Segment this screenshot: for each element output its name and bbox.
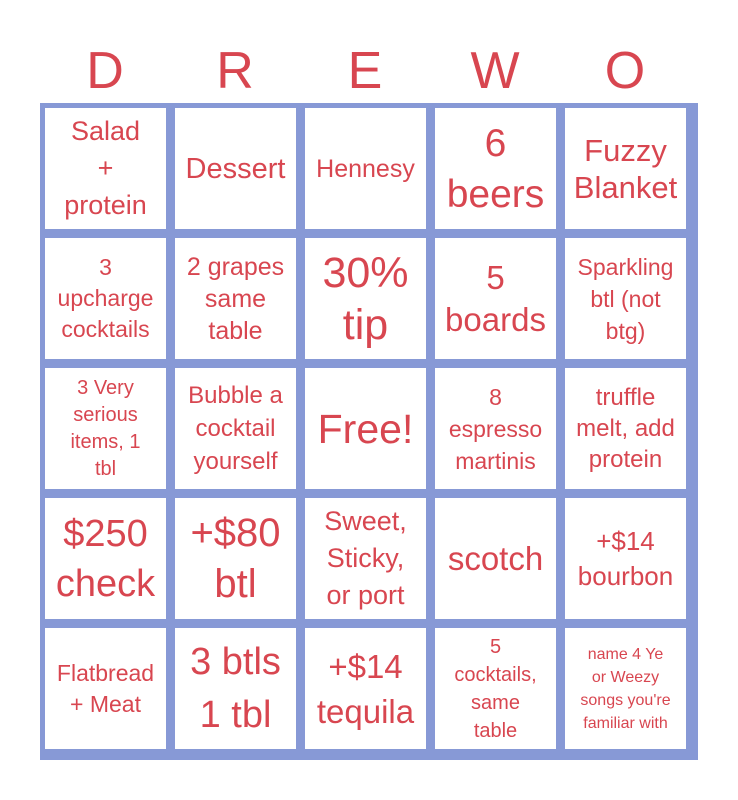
bingo-cell[interactable] (435, 108, 556, 229)
bingo-cell[interactable] (565, 368, 686, 489)
bingo-cell-text: 6 beers (446, 121, 545, 216)
bingo-cell[interactable] (305, 628, 426, 749)
bingo-cell-text: Sweet, Sticky, or port (324, 506, 407, 610)
bingo-cell-text: $250 check (55, 512, 156, 605)
bingo-cell-text: +$14 bourbon (577, 525, 674, 591)
bingo-cell[interactable] (305, 498, 426, 619)
bingo-cell[interactable] (435, 238, 556, 359)
header-letter-d: D (86, 42, 124, 100)
bingo-cell[interactable] (175, 368, 296, 489)
bingo-cell-text: 8 espresso martinis (448, 383, 543, 474)
bingo-cell-text: 5 cocktails, same table (454, 635, 537, 742)
header-letter-o: O (604, 42, 646, 100)
bingo-cell[interactable] (45, 108, 166, 229)
bingo-cell[interactable] (435, 368, 556, 489)
bingo-cell-text: Dessert (185, 152, 286, 185)
bingo-cell-text: scotch (447, 539, 544, 577)
bingo-cell[interactable] (175, 498, 296, 619)
bingo-cell[interactable] (565, 108, 686, 229)
header-letter-w: W (470, 42, 520, 100)
bingo-cell[interactable] (45, 238, 166, 359)
bingo-cell-text: Fuzzy Blanket (573, 132, 678, 205)
bingo-cell-text: 3 btls 1 tbl (190, 640, 281, 736)
header-letter-r: R (216, 42, 254, 100)
bingo-cell-text: 5 boards (445, 258, 546, 338)
bingo-cell-text: name 4 Ye or Weezy songs you're familiar with (580, 645, 671, 732)
bingo-cell-text: Sparkling btl (not btg) (577, 253, 674, 344)
bingo-cell[interactable] (435, 498, 556, 619)
bingo-cell[interactable] (565, 238, 686, 359)
bingo-cell[interactable] (175, 628, 296, 749)
bingo-cell-text: Salad + protein (64, 116, 147, 220)
bingo-cell[interactable] (45, 628, 166, 749)
bingo-header (40, 38, 698, 104)
bingo-cell-text: 3 upcharge cocktails (57, 254, 154, 342)
bingo-cell-text: Hennesy (316, 154, 415, 183)
bingo-board (40, 103, 698, 760)
bingo-cell[interactable] (175, 238, 296, 359)
header-letter-e: E (347, 42, 383, 100)
bingo-cell-text: +$80 btl (190, 510, 281, 606)
bingo-cell-text: +$14 tequila (316, 647, 415, 730)
bingo-cell-text: 30% tip (322, 248, 409, 349)
bingo-cell-text: truffle melt, add protein (576, 384, 675, 473)
bingo-cell[interactable] (435, 628, 556, 749)
bingo-cell[interactable] (565, 498, 686, 619)
bingo-cell[interactable] (305, 238, 426, 359)
bingo-cell[interactable] (305, 368, 426, 489)
bingo-cell-text: Bubble a cocktail yourself (188, 382, 283, 475)
bingo-cell[interactable] (305, 108, 426, 229)
bingo-cell-text: Free! (317, 405, 414, 452)
bingo-cell[interactable] (45, 498, 166, 619)
bingo-cell-text: 2 grapes same table (186, 252, 285, 345)
bingo-cell-text: 3 Very serious items, 1 tbl (70, 376, 141, 480)
bingo-cell[interactable] (45, 368, 166, 489)
bingo-cell[interactable] (175, 108, 296, 229)
bingo-cell-text: Flatbread + Meat (56, 659, 155, 717)
bingo-cell[interactable] (565, 628, 686, 749)
